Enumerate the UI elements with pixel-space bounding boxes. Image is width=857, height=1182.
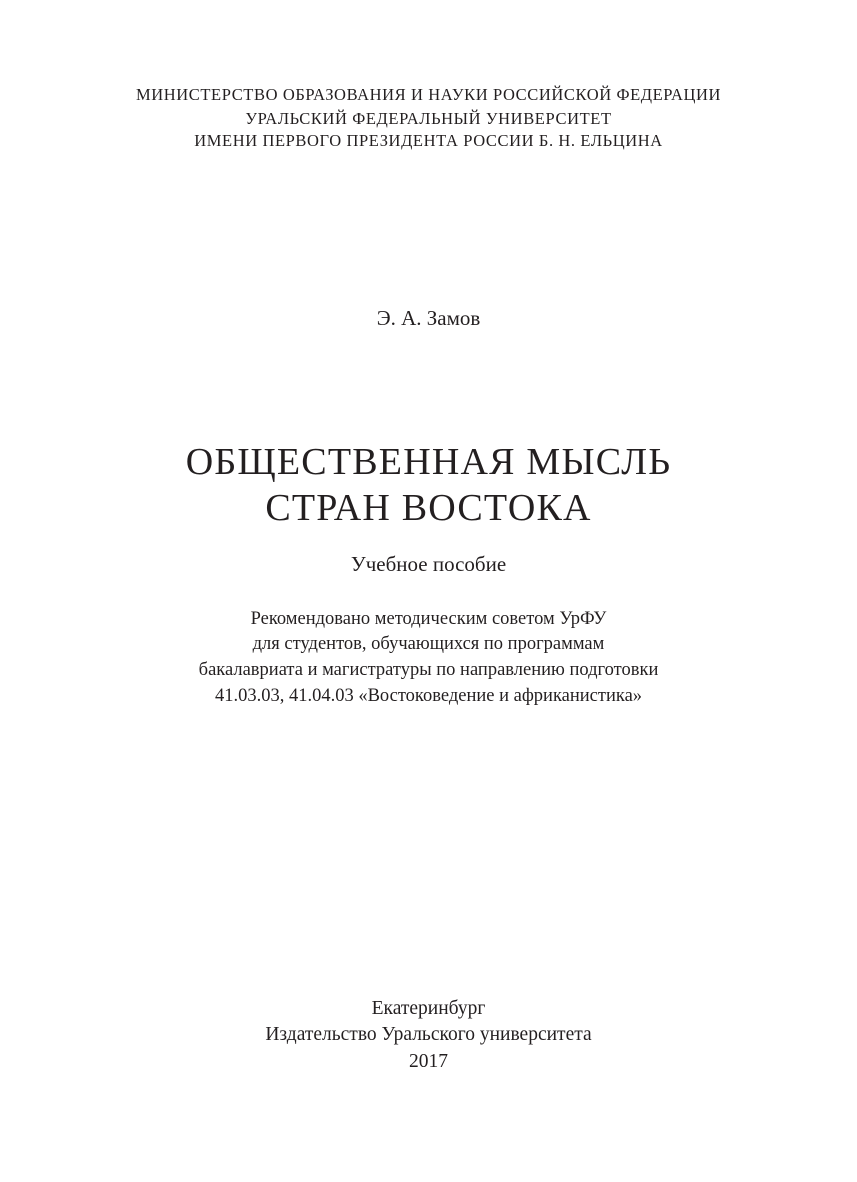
author-name: Э. А. Замов <box>376 306 481 330</box>
university-name-line1: УРАЛЬСКИЙ ФЕДЕРАЛЬНЫЙ УНИВЕРСИТЕТ <box>245 109 612 128</box>
university-name-line2: ИМЕНИ ПЕРВОГО ПРЕЗИДЕНТА РОССИИ Б. Н. ЕЛЬЦИНА <box>194 131 663 150</box>
imprint-publisher: Издательство Уральского университета <box>265 1024 592 1045</box>
recommendation-line3: бакалавриата и магистратуры по направлению подготовки <box>198 660 659 680</box>
book-subtitle: Учебное пособие <box>350 552 507 576</box>
ministry-name: МИНИСТЕРСТВО ОБРАЗОВАНИЯ И НАУКИ РОССИЙСКОЙ ФЕДЕРАЦИИ <box>135 85 722 104</box>
recommendation-line2: для студентов, обучающихся по программам <box>252 634 605 654</box>
recommendation-line4: 41.03.03, 41.04.03 «Востоковедение и африканистика» <box>214 686 643 706</box>
imprint-year: 2017 <box>409 1051 448 1072</box>
book-title-line2: СТРАН ВОСТОКА <box>265 487 592 529</box>
book-title-line1: ОБЩЕСТВЕННАЯ МЫСЛЬ <box>185 441 672 483</box>
recommendation-line1: Рекомендовано методическим советом УрФУ <box>250 609 607 629</box>
imprint-city: Екатеринбург <box>371 998 486 1019</box>
